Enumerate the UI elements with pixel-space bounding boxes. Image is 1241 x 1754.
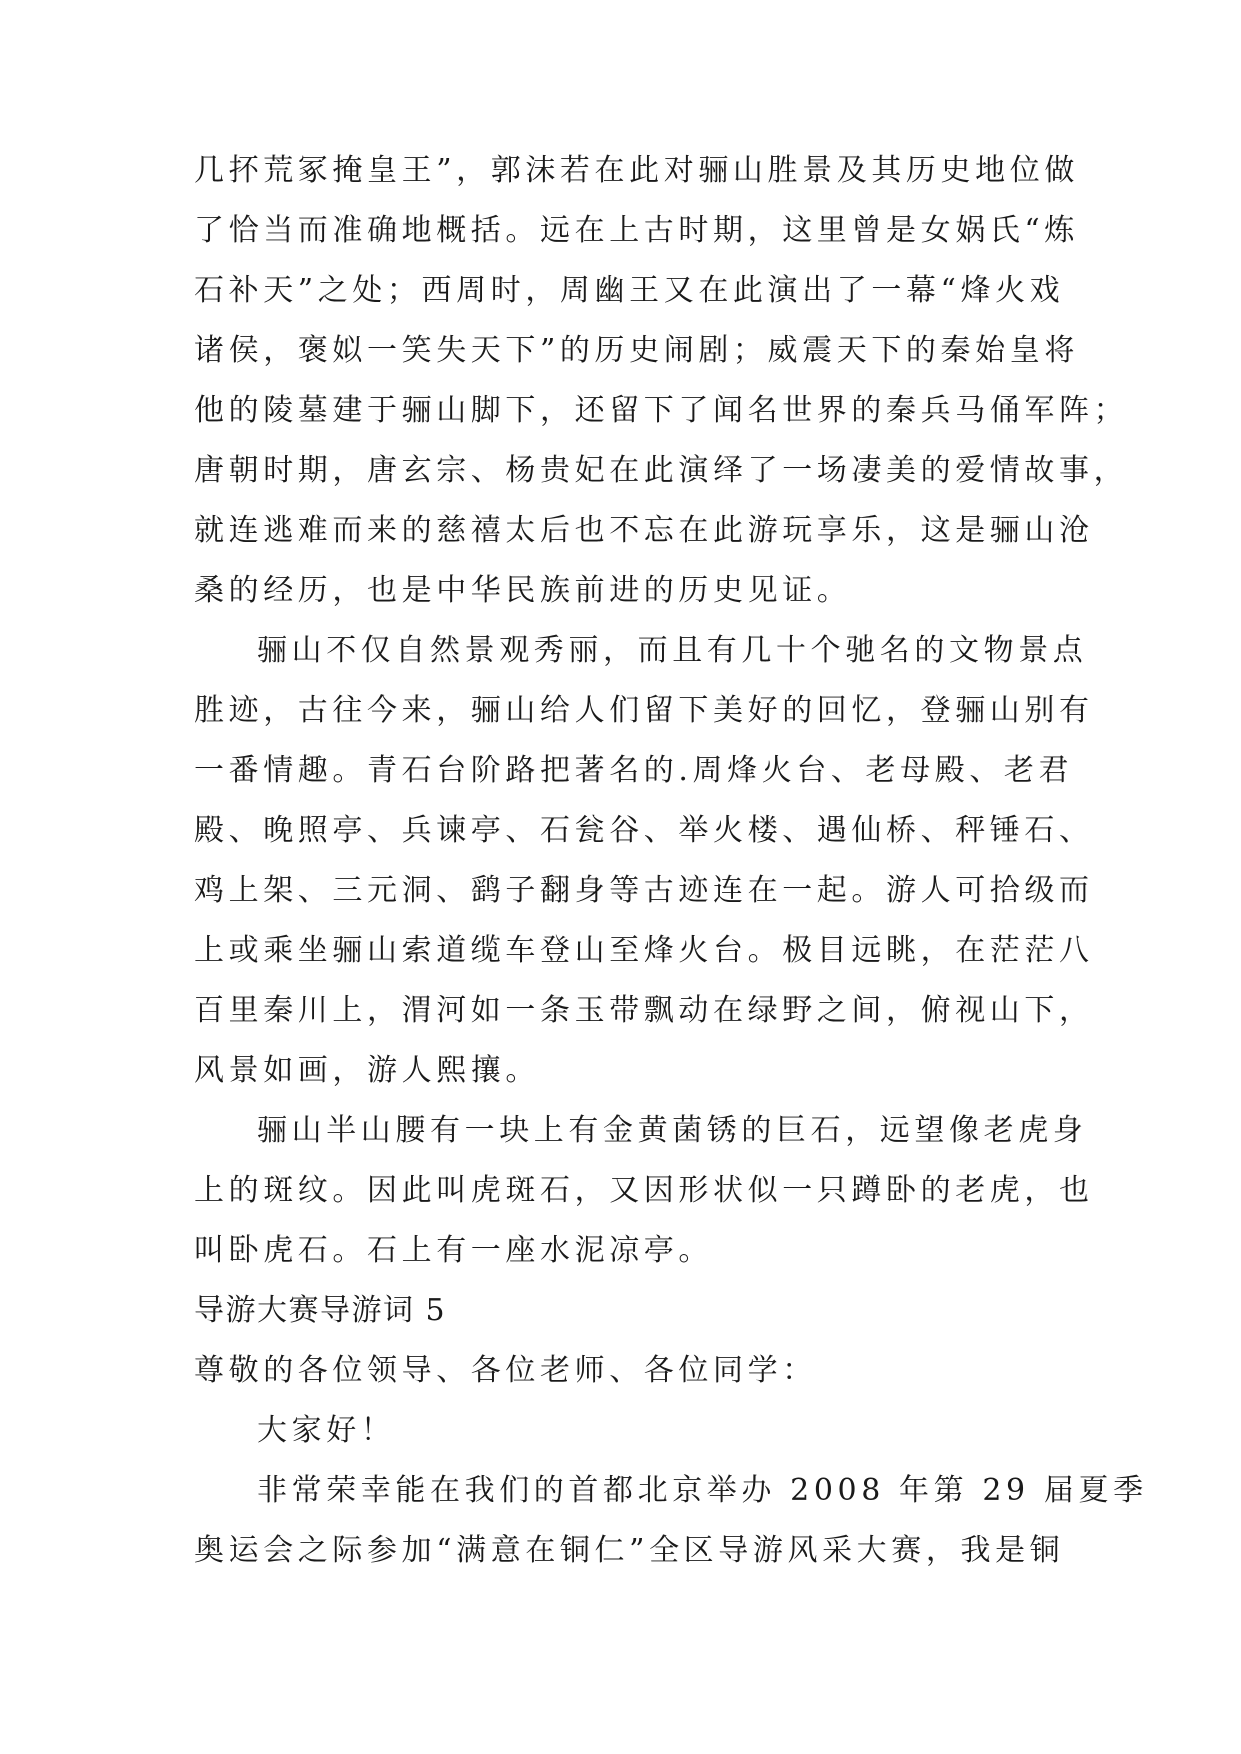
paragraph-first-line: 骊山半山腰有一块上有金黄菌锈的巨石，远望像老虎身 <box>257 1113 1088 1148</box>
paragraph-first-line: 骊山不仅自然景观秀丽，而且有几十个驰名的文物景点 <box>257 633 1088 668</box>
text-line: 就连逃难而来的慈禧太后也不忘在此游玩享乐，这是骊山沧 <box>194 513 1094 548</box>
text-line: 胜迹，古往今来，骊山给人们留下美好的回忆，登骊山别有 <box>194 693 1094 728</box>
text-line: 石补天”之处；西周时，周幽王又在此演出了一幕“烽火戏 <box>194 273 1065 308</box>
text-line: 叫卧虎石。石上有一座水泥凉亭。 <box>194 1233 713 1268</box>
text-line: 诸侯，褒姒一笑失天下”的历史闹剧；威震天下的秦始皇将 <box>194 333 1079 368</box>
text-line: 殿、晚照亭、兵谏亭、石瓮谷、举火楼、遇仙桥、秤锤石、 <box>194 813 1094 848</box>
text-line: 鸡上架、三元洞、鹞子翻身等古迹连在一起。游人可拾级而 <box>194 873 1094 908</box>
text-line: 他的陵墓建于骊山脚下，还留下了闻名世界的秦兵马俑军阵； <box>194 393 1129 428</box>
text-line: 几抔荒冢掩皇王”，郭沫若在此对骊山胜景及其历史地位做 <box>194 153 1079 188</box>
text-line: 奥运会之际参加“满意在铜仁”全区导游风采大赛，我是铜 <box>194 1533 1065 1568</box>
paragraph-first-line: 非常荣幸能在我们的首都北京举办 2008 年第 29 届夏季 <box>257 1473 1148 1508</box>
text-line: 风景如画，游人熙攘。 <box>194 1053 540 1088</box>
salutation-line: 尊敬的各位领导、各位老师、各位同学： <box>194 1353 817 1388</box>
greeting-line: 大家好！ <box>257 1413 396 1448</box>
text-line: 上的斑纹。因此叫虎斑石，又因形状似一只蹲卧的老虎，也 <box>194 1173 1094 1208</box>
text-line: 一番情趣。青石台阶路把著名的.周烽火台、老母殿、老君 <box>194 753 1074 788</box>
text-line: 了恰当而准确地概括。远在上古时期，这里曾是女娲氏“炼 <box>194 213 1079 248</box>
text-line: 唐朝时期，唐玄宗、杨贵妃在此演绎了一场凄美的爱情故事， <box>194 453 1129 488</box>
text-line: 上或乘坐骊山索道缆车登山至烽火台。极目远眺，在茫茫八 <box>194 933 1094 968</box>
text-line: 百里秦川上，渭河如一条玉带飘动在绿野之间，俯视山下， <box>194 993 1094 1028</box>
text-line: 桑的经历，也是中华民族前进的历史见证。 <box>194 573 852 608</box>
section-heading: 导游大赛导游词 5 <box>194 1293 447 1328</box>
